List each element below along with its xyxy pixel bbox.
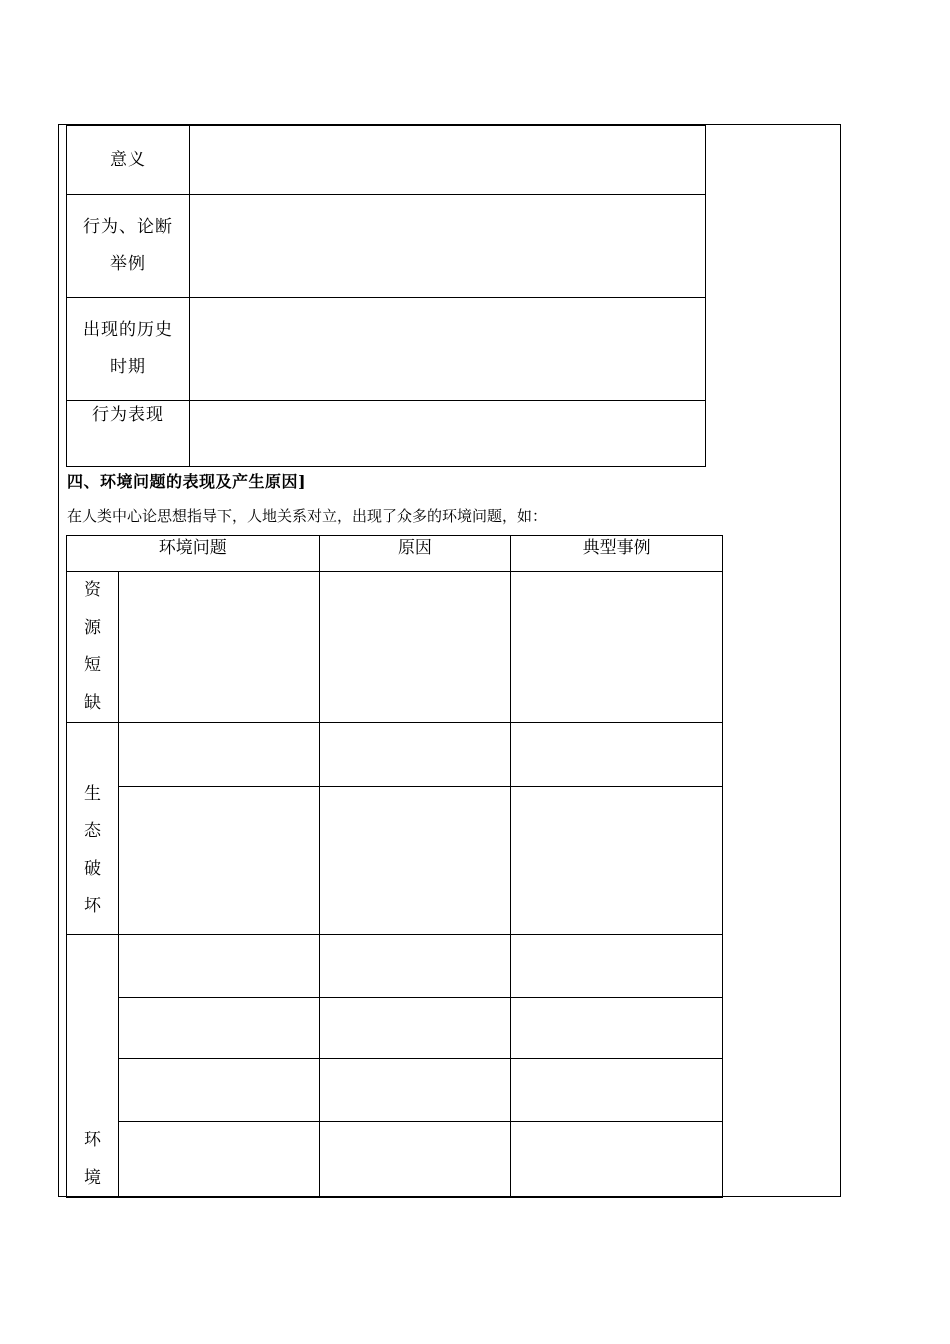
section-heading: 四、环境问题的表现及产生原因]	[67, 472, 307, 491]
table-row	[67, 126, 706, 195]
table-row	[67, 1122, 723, 1198]
answer-cell[interactable]	[190, 126, 706, 195]
concept-table	[66, 125, 706, 467]
answer-cell[interactable]	[319, 1122, 511, 1198]
answer-cell[interactable]	[190, 298, 706, 401]
answer-cell[interactable]	[118, 1122, 319, 1198]
answer-cell[interactable]	[118, 787, 319, 935]
table-row	[67, 998, 723, 1059]
answer-cell[interactable]	[511, 998, 723, 1059]
answer-cell[interactable]	[319, 572, 511, 723]
row-label-examples: 行为、论断 举例	[67, 195, 190, 298]
table-row	[67, 401, 706, 467]
header-problem: 环境问题	[67, 536, 320, 572]
table-row	[67, 935, 723, 998]
answer-cell[interactable]	[319, 723, 511, 787]
table-row	[67, 298, 706, 401]
answer-cell[interactable]	[118, 998, 319, 1059]
answer-cell[interactable]	[511, 1059, 723, 1122]
group-label-ecology: 生 态 破 坏	[67, 723, 119, 935]
table-row	[67, 723, 723, 787]
answer-cell[interactable]	[118, 935, 319, 998]
answer-cell[interactable]	[319, 935, 511, 998]
table-row	[67, 195, 706, 298]
environment-problems-table	[66, 535, 723, 1198]
answer-cell[interactable]	[190, 195, 706, 298]
group-label-environment: 环 境	[67, 935, 119, 1198]
answer-cell[interactable]	[190, 401, 706, 467]
answer-cell[interactable]	[511, 723, 723, 787]
section-intro: 在人类中心论思想指导下，人地关系对立，出现了众多的环境问题，如：	[67, 507, 548, 525]
table-row	[67, 1059, 723, 1122]
header-row	[67, 536, 723, 572]
answer-cell[interactable]	[511, 1122, 723, 1198]
row-label-period: 出现的历史 时期	[67, 298, 190, 401]
row-label-meaning: 意义	[67, 126, 190, 195]
answer-cell[interactable]	[319, 1059, 511, 1122]
answer-cell[interactable]	[118, 723, 319, 787]
row-label-behavior: 行为表现	[67, 401, 190, 467]
answer-cell[interactable]	[118, 1059, 319, 1122]
table-row	[67, 787, 723, 935]
answer-cell[interactable]	[511, 572, 723, 723]
answer-cell[interactable]	[319, 998, 511, 1059]
answer-cell[interactable]	[511, 935, 723, 998]
header-cause: 原因	[319, 536, 511, 572]
answer-cell[interactable]	[511, 787, 723, 935]
answer-cell[interactable]	[118, 572, 319, 723]
group-label-resource: 资 源 短 缺	[67, 572, 119, 723]
header-example: 典型事例	[511, 536, 723, 572]
answer-cell[interactable]	[319, 787, 511, 935]
table-row	[67, 572, 723, 723]
